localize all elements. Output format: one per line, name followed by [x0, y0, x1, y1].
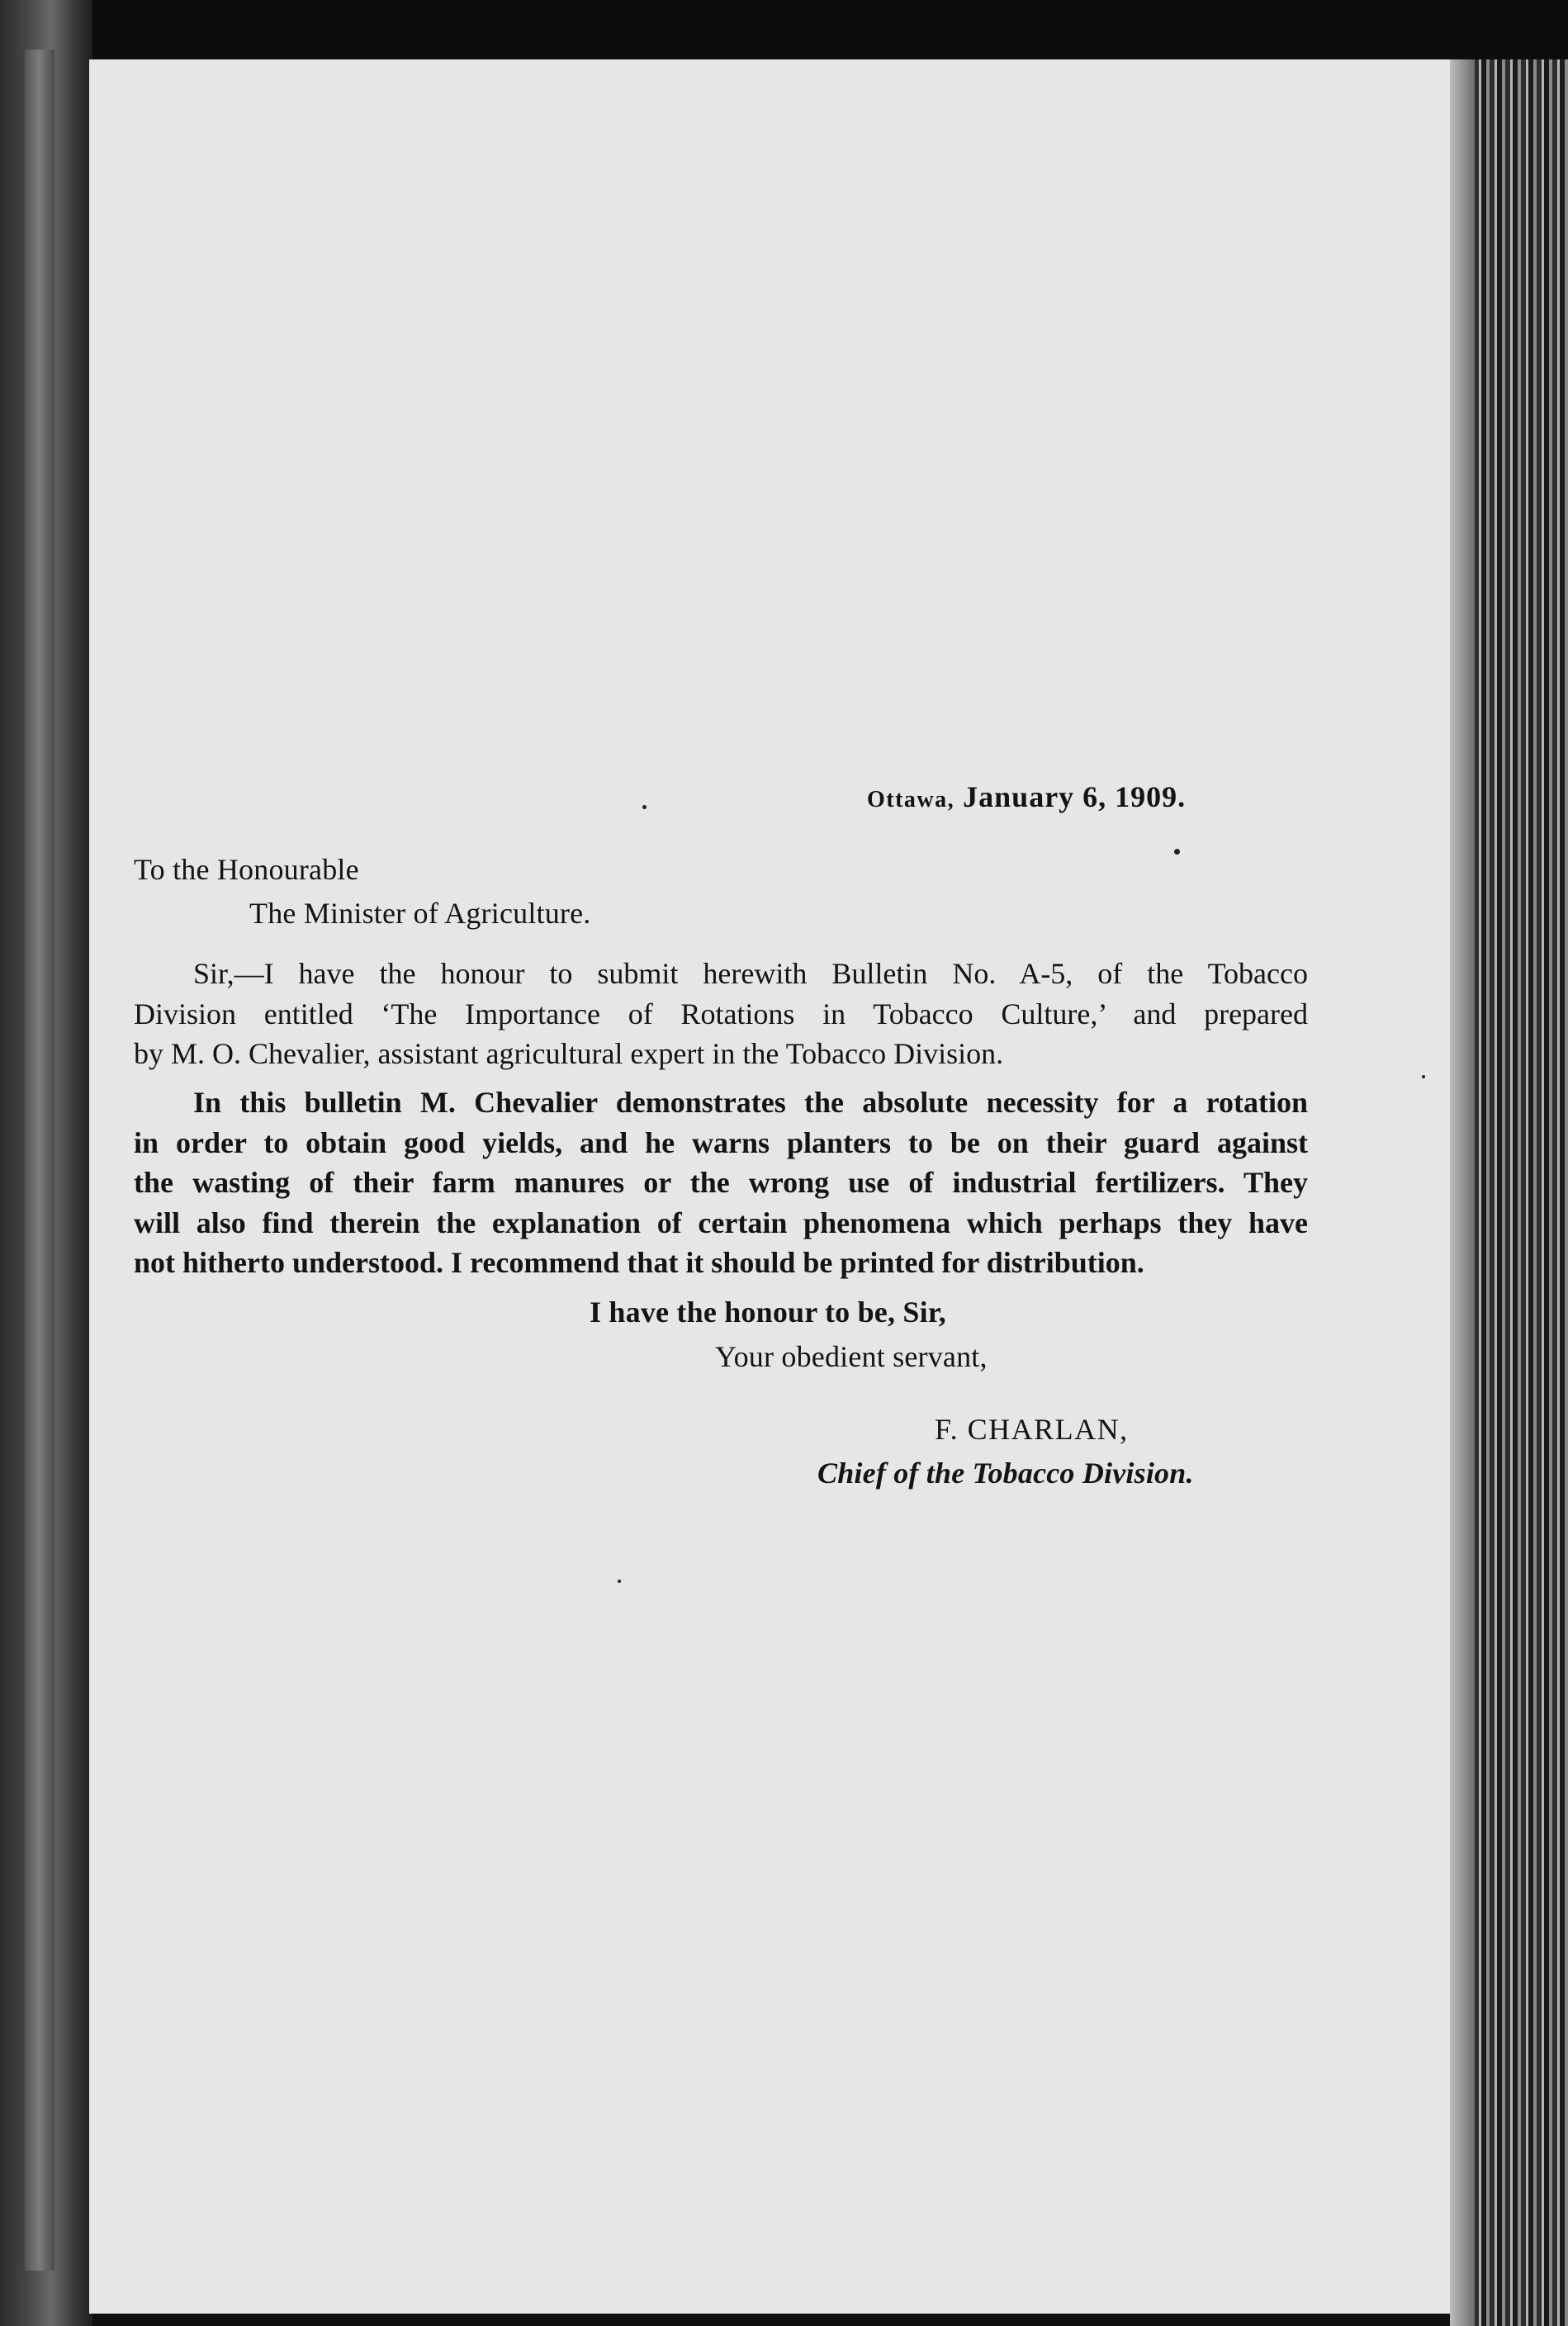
place-date-line: [867, 779, 1186, 814]
addressee-line-2: The Minister of Agriculture.: [249, 897, 591, 930]
addressee-line-1: To the Honourable: [134, 853, 359, 886]
paragraph-2-line: not hitherto understood. I recommend that it should be printed for distribution.: [134, 1246, 1144, 1279]
dust-speck: [618, 1580, 621, 1583]
paragraph-1-line: Sir,—I have the honour to submit herewith Bulletin No. A-5, of the Tobacco: [193, 957, 1308, 990]
paragraph-2-line: will also find therein the explanation of certain phenomena which perhaps they have: [134, 1206, 1308, 1239]
closing-line-2: Your obedient servant,: [715, 1340, 988, 1373]
dust-speck: [1174, 849, 1180, 855]
dust-speck: [1422, 1075, 1425, 1078]
dust-speck: [642, 805, 647, 809]
paragraph-2-line: the wasting of their farm manures or the wrong use of industrial fertilizers. They: [134, 1166, 1308, 1199]
paragraph-1-line: by M. O. Chevalier, assistant agricultural expert in the Tobacco Division.: [134, 1037, 1004, 1070]
closing-line-1: I have the honour to be, Sir,: [590, 1296, 946, 1329]
paragraph-1-line: Division entitled ‘The Importance of Rotations in Tobacco Culture,’ and prepared: [134, 997, 1308, 1030]
scan-top-border: [0, 0, 1568, 59]
left-binding-edge: [25, 50, 54, 2271]
paragraph-1: [134, 954, 1308, 1074]
letter-date: January 6, 1909.: [963, 780, 1187, 813]
signatory-title: Chief of the Tobacco Division.: [817, 1457, 1194, 1490]
right-page-edge-shade: [1450, 59, 1475, 2326]
paragraph-2-line: In this bulletin M. Chevalier demonstrates the absolute necessity for a rotation: [193, 1086, 1308, 1119]
place-name: Ottawa,: [867, 787, 955, 812]
paragraph-2: [134, 1082, 1308, 1283]
paragraph-2-line: in order to obtain good yields, and he warns planters to be on their guard against: [134, 1125, 1308, 1159]
signatory-name: F. CHARLAN,: [935, 1413, 1129, 1446]
